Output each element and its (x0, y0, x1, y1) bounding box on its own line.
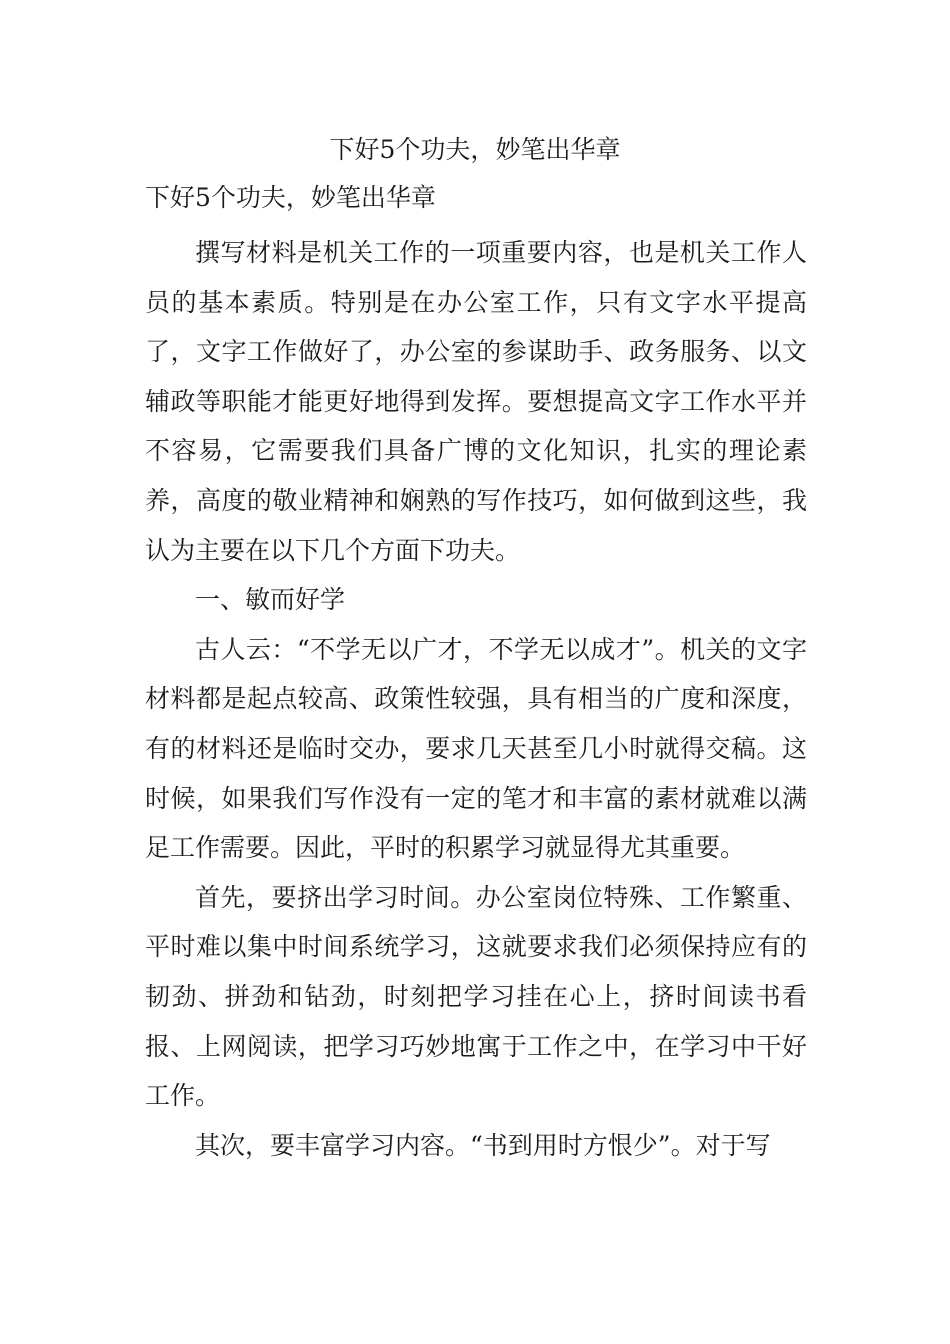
document-subtitle: 下好5个功夫，妙笔出华章 (145, 183, 436, 212)
section-heading: 一、敏而好学 (195, 585, 346, 615)
paragraph-first: 首先，要挤出学习时间。办公室岗位特殊、工作繁重、平时难以集中时间系统学习，这就要求我们必须保持应有的韧劲、拼劲和钻劲，时刻把学习挂在心上，挤时间读书看报、上网阅读，把学习巧妙地寓于工作之中，在学习中干好工作。 (145, 882, 807, 1111)
paragraph-quote: 古人云：“不学无以广才，不学无以成才”。机关的文字材料都是起点较高、政策性较强，具有相当的广度和深度，有的材料还是临时交办，要求几天甚至几小时就得交稿。这时候，如果我们写作没有一定的笔才和丰富的素材就难以满足工作需要。因此，平时的积累学习就显得尤其重要。 (145, 634, 807, 863)
paragraph-intro: 撰写材料是机关工作的一项重要内容，也是机关工作人员的基本素质。特别是在办公室工作，只有文字水平提高了，文字工作做好了，办公室的参谋助手、政务服务、以文辅政等职能才能更好地得到发挥。要想提高文字工作水平并不容易，它需要我们具备广博的文化知识，扎实的理论素养，高度的敬业精神和娴熟的写作技巧，如何做到这些，我认为主要在以下几个方面下功夫。 (145, 238, 807, 565)
document-body (145, 228, 807, 1170)
paragraph-second: 其次，要丰富学习内容。“书到用时方恨少”。对于写 (195, 1130, 771, 1160)
document-title: 下好5个功夫，妙笔出华章 (329, 135, 621, 164)
